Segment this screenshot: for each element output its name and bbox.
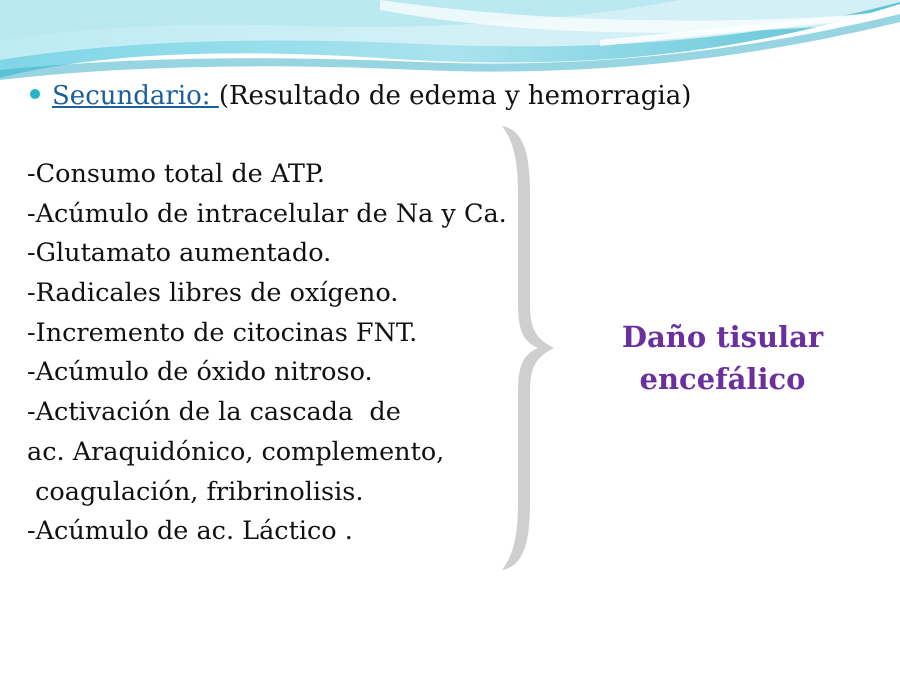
heading-label: Secundario: [52, 81, 219, 111]
list-item: -Acúmulo de intracelular de Na y Ca. [27, 198, 507, 229]
list-item: -Incremento de citocinas FNT. [27, 317, 418, 348]
list-item: -Radicales libres de oxígeno. [27, 278, 399, 309]
list-item: ac. Araquidónico, complemento, [27, 436, 445, 467]
heading-subtitle: (Resultado de edema y hemorragia) [218, 81, 692, 111]
list-item: -Acúmulo de ac. Láctico . [27, 516, 353, 547]
mechanism-list [27, 155, 507, 552]
list-item: -Acúmulo de óxido nitroso. [27, 357, 373, 388]
bullet-dot-icon [30, 89, 40, 99]
list-item: -Consumo total de ATP. [27, 159, 326, 189]
list-item: -Activación de la cascada de [27, 397, 401, 428]
right-brace-icon [498, 124, 560, 572]
list-item: coagulación, fribrinolisis. [27, 476, 364, 507]
list-item: -Glutamato aumentado. [27, 238, 332, 269]
result-line-2: encefálico [639, 362, 806, 396]
result-line-1: Daño tisular [621, 320, 824, 354]
result-label [600, 316, 845, 400]
section-heading [30, 76, 691, 116]
